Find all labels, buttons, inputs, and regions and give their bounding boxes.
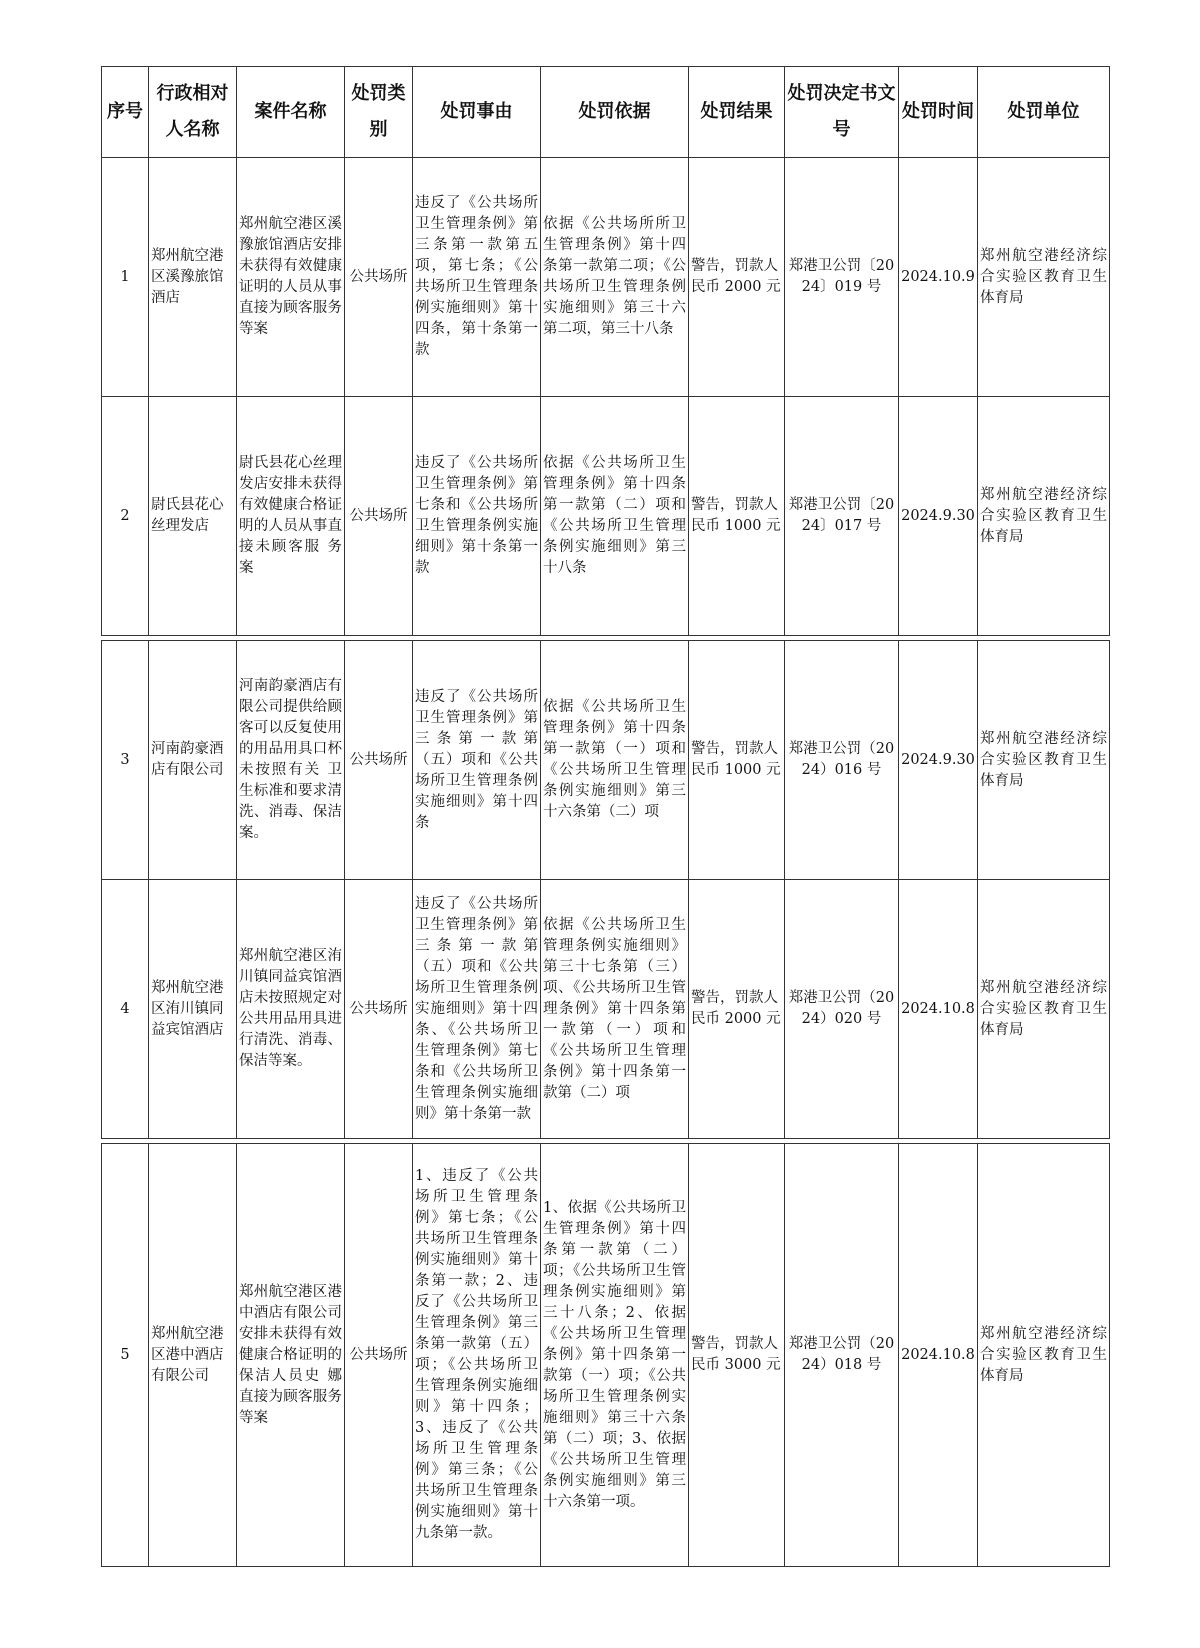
cell-category: 公共场所 xyxy=(345,158,413,397)
header-basis: 处罚依据 xyxy=(541,67,689,158)
cell-time: 2024.9.30 xyxy=(899,641,978,880)
cell-case: 尉氏县花心丝理发店安排未获得有效健康合格证明的人员从事直接未顾客服 务案 xyxy=(237,397,345,636)
cell-category: 公共场所 xyxy=(345,1144,413,1567)
cell-case: 郑州航空港区洧川镇同益宾馆酒店未按照规定对公共用品用具进行清洗、消毒、保洁等案。 xyxy=(237,880,345,1139)
cell-basis: 依据《公共场所卫生管理条例实施细则》第三十七条第（三）项、《公共场所卫生管理条例》第十四条第一款第（一）项和《公共场所卫生管理条例》第十四条第一款第（二）项 xyxy=(541,880,689,1139)
cell-party: 尉氏县花心丝理发店 xyxy=(149,397,237,636)
header-time: 处罚时间 xyxy=(899,67,978,158)
cell-party: 郑州航空港区洧川镇同益宾馆酒店 xyxy=(149,880,237,1139)
cell-unit: 郑州航空港经济综合实验区教育卫生体育局 xyxy=(978,880,1110,1139)
cell-category: 公共场所 xyxy=(345,880,413,1139)
cell-no: 3 xyxy=(102,641,149,880)
cell-case: 郑州航空港区溪豫旅馆酒店安排未获得有效健康证明的人员从事直接为顾客服务等案 xyxy=(237,158,345,397)
cell-category: 公共场所 xyxy=(345,641,413,880)
cell-party: 河南韵豪酒店有限公司 xyxy=(149,641,237,880)
table-row xyxy=(102,880,1110,1139)
header-result: 处罚结果 xyxy=(689,67,785,158)
cell-no: 1 xyxy=(102,158,149,397)
cell-unit: 郑州航空港经济综合实验区教育卫生体育局 xyxy=(978,397,1110,636)
cell-reason: 违反了《公共场所卫生管理条例》第七条和《公共场所卫生管理条例实施细则》第十条第一款 xyxy=(413,397,541,636)
header-case: 案件名称 xyxy=(237,67,345,158)
cell-time: 2024.10.8 xyxy=(899,1144,978,1567)
cell-party: 郑州航空港区港中酒店有限公司 xyxy=(149,1144,237,1567)
cell-case: 郑州航空港区港中酒店有限公司安排未获得有效健康合格证明的保洁人员史 娜直接为顾客服务等案 xyxy=(237,1144,345,1567)
cell-no: 5 xyxy=(102,1144,149,1567)
header-unit: 处罚单位 xyxy=(978,67,1110,158)
penalty-table xyxy=(101,66,1110,1567)
table-row xyxy=(102,1144,1110,1567)
table-row xyxy=(102,158,1110,397)
header-reason: 处罚事由 xyxy=(413,67,541,158)
cell-basis: 依据《公共场所所卫生管理条例》第十四条第一款第二项；《公共场所卫生管理条例实施细则》第三十六第二项，第三十八条 xyxy=(541,158,689,397)
cell-doc-no: 郑港卫公罚〔2024〕017 号 xyxy=(785,397,899,636)
cell-basis: 依据《公共场所卫生管理条例》第十四条第一款第（一）项和《公共场所卫生管理条例实施细则》第三十六条第（二）项 xyxy=(541,641,689,880)
cell-reason: 1、违反了《公共场所卫生管理条例》第七条；《公共场所卫生管理条例实施细则》第十条第一款；2、违反了《公共场所卫生管理条例》第三条第一款第（五）项；《公共场所卫生管理条例实施细则》第十四条；3、违反了《公共场所卫生管理条例》第三条；《公共场所卫生管理条例实施细则》第十九条第一款。 xyxy=(413,1144,541,1567)
cell-time: 2024.9.30 xyxy=(899,397,978,636)
cell-party: 郑州航空港区溪豫旅馆酒店 xyxy=(149,158,237,397)
header-category: 处罚类别 xyxy=(345,67,413,158)
cell-reason: 违反了《公共场所卫生管理条例》第三条第一款第（五）项和《公共场所卫生管理条例实施细则》第十四条 xyxy=(413,641,541,880)
header-party: 行政相对人名称 xyxy=(149,67,237,158)
cell-no: 2 xyxy=(102,397,149,636)
cell-time: 2024.10.9 xyxy=(899,158,978,397)
cell-result: 警告，罚款人民币 2000 元 xyxy=(689,880,785,1139)
table-row xyxy=(102,397,1110,636)
cell-basis: 1、依据《公共场所卫生管理条例》第十四条第一款第（二）项；《公共场所卫生管理条例实施细则》第三十八条；2、依据《公共场所卫生管理条例》第十四条第一款第（一）项；《公共场所卫生管理条例实施细则》第三十六条第（二）项；3、依据《公共场所卫生管理条例实施细则》第三十六条第一项。 xyxy=(541,1144,689,1567)
cell-result: 警告，罚款人民币 1000 元 xyxy=(689,397,785,636)
cell-result: 警告，罚款人民币 3000 元 xyxy=(689,1144,785,1567)
cell-unit: 郑州航空港经济综合实验区教育卫生体育局 xyxy=(978,1144,1110,1567)
cell-case: 河南韵豪酒店有限公司提供给顾客可以反复使用的用品用具口杯未按照有关 卫生标准和要求清洗、消毒、保洁案。 xyxy=(237,641,345,880)
header-no: 序号 xyxy=(102,67,149,158)
cell-doc-no: 郑港卫公罚〔2024〕019 号 xyxy=(785,158,899,397)
cell-unit: 郑州航空港经济综合实验区教育卫生体育局 xyxy=(978,641,1110,880)
cell-unit: 郑州航空港经济综合实验区教育卫生体育局 xyxy=(978,158,1110,397)
cell-basis: 依据《公共场所卫生管理条例》第十四条第一款第（二）项和《公共场所卫生管理条例实施细则》第三十八条 xyxy=(541,397,689,636)
document-page xyxy=(101,66,1109,1567)
cell-doc-no: 郑港卫公罚（2024）020 号 xyxy=(785,880,899,1139)
cell-no: 4 xyxy=(102,880,149,1139)
cell-category: 公共场所 xyxy=(345,397,413,636)
table-header-row xyxy=(102,67,1110,158)
cell-result: 警告，罚款人民币 1000 元 xyxy=(689,641,785,880)
table-row xyxy=(102,641,1110,880)
cell-doc-no: 郑港卫公罚（2024）018 号 xyxy=(785,1144,899,1567)
cell-reason: 违反了《公共场所卫生管理条例》第三条第一款第（五）项和《公共场所卫生管理条例实施细则》第十四条、《公共场所卫生管理条例》第七条和《公共场所卫生管理条例实施细则》第十条第一款 xyxy=(413,880,541,1139)
cell-doc-no: 郑港卫公罚（2024）016 号 xyxy=(785,641,899,880)
header-doc-no: 处罚决定书文号 xyxy=(785,67,899,158)
cell-result: 警告，罚款人民币 2000 元 xyxy=(689,158,785,397)
cell-reason: 违反了《公共场所卫生管理条例》第三条第一款第五项，第七条；《公共场所卫生管理条例实施细则》第十四条，第十条第一款 xyxy=(413,158,541,397)
cell-time: 2024.10.8 xyxy=(899,880,978,1139)
